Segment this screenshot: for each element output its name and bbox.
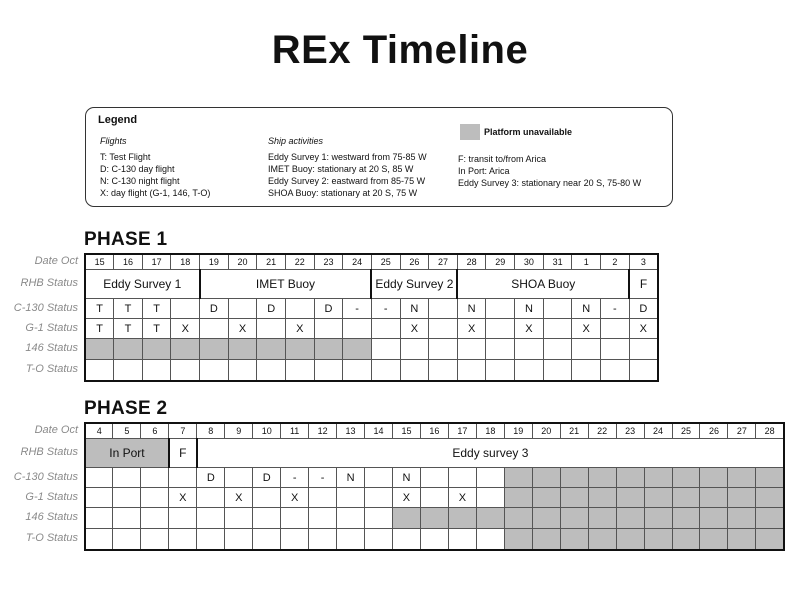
146-status-cell (142, 339, 171, 360)
date-cell: 16 (114, 254, 143, 270)
date-cell: 25 (672, 423, 700, 439)
date-cell: 30 (515, 254, 544, 270)
date-cell: 19 (504, 423, 532, 439)
c130-status-cell: - (601, 299, 630, 319)
g1-status-cell (700, 488, 728, 508)
c130-status-cell: N (392, 468, 420, 488)
rhb-row (85, 270, 658, 299)
legend-flight-item: X: day flight (G-1, 146, T-O) (100, 188, 211, 198)
row-label-146: 146 Status (25, 342, 78, 354)
date-cell: 27 (728, 423, 756, 439)
legend-flights (100, 136, 210, 199)
to-status-cell (400, 360, 429, 381)
date-cell: 2 (601, 254, 630, 270)
146-status-cell (309, 508, 337, 529)
g1-status-cell: X (629, 319, 658, 339)
g1-status-cell (486, 319, 515, 339)
row-label-146: 146 Status (25, 511, 78, 523)
to-status-cell (253, 529, 281, 550)
phase2-heading: PHASE 2 (84, 398, 168, 419)
g1-status-cell: X (169, 488, 197, 508)
g1-status-cell (644, 488, 672, 508)
g1-status-cell (728, 488, 756, 508)
legend-other (458, 153, 641, 189)
c130-status-cell (365, 468, 393, 488)
date-row (85, 254, 658, 270)
c130-row (85, 468, 784, 488)
date-cell: 21 (257, 254, 286, 270)
date-cell: 15 (392, 423, 420, 439)
date-cell: 11 (281, 423, 309, 439)
g1-status-cell (476, 488, 504, 508)
g1-status-cell (141, 488, 169, 508)
phase1-timeline-table (84, 253, 659, 382)
to-status-cell (142, 360, 171, 381)
146-status-cell (85, 508, 113, 529)
date-cell: 9 (225, 423, 253, 439)
date-cell: 22 (588, 423, 616, 439)
c130-status-cell (285, 299, 314, 319)
rhb-status-cell: IMET Buoy (200, 270, 372, 299)
g1-status-cell (504, 488, 532, 508)
146-status-cell (171, 339, 200, 360)
c130-status-cell (113, 468, 141, 488)
146-status-cell (601, 339, 630, 360)
to-status-cell (504, 529, 532, 550)
row-label-date: Date Oct (34, 255, 78, 267)
date-cell: 12 (309, 423, 337, 439)
to-status-cell (700, 529, 728, 550)
g1-status-cell (560, 488, 588, 508)
row-label-g1: G-1 Status (25, 491, 78, 503)
rhb-status-cell: F (629, 270, 658, 299)
to-status-cell (728, 529, 756, 550)
date-cell: 15 (85, 254, 114, 270)
legend-ship-item: Eddy Survey 2: eastward from 85-75 W (268, 176, 426, 186)
date-cell: 22 (285, 254, 314, 270)
date-cell: 31 (543, 254, 572, 270)
row-label-rhb: RHB Status (20, 277, 78, 289)
g1-status-cell: X (400, 319, 429, 339)
row-label-to: T-O Status (25, 363, 78, 375)
g1-status-cell: X (285, 319, 314, 339)
date-cell: 20 (532, 423, 560, 439)
g1-status-cell: T (85, 319, 114, 339)
to-status-cell (309, 529, 337, 550)
146-status-cell (228, 339, 257, 360)
c130-status-cell (169, 468, 197, 488)
146-status-cell (560, 508, 588, 529)
g1-status-cell: X (281, 488, 309, 508)
rhb-status-cell: Eddy survey 3 (197, 439, 784, 468)
c130-status-cell: T (114, 299, 143, 319)
rhb-status-cell: Eddy Survey 2 (371, 270, 457, 299)
g1-status-cell (257, 319, 286, 339)
legend-ship-heading: Ship activities (268, 136, 324, 146)
146-status-cell (486, 339, 515, 360)
to-status-cell (285, 360, 314, 381)
p146-row (85, 508, 784, 529)
date-cell: 21 (560, 423, 588, 439)
to-status-cell (629, 360, 658, 381)
row-label-g1: G-1 Status (25, 322, 78, 334)
146-status-cell (392, 508, 420, 529)
g1-status-cell: X (572, 319, 601, 339)
146-status-cell (257, 339, 286, 360)
to-status-cell (200, 360, 229, 381)
date-cell: 14 (365, 423, 393, 439)
to-status-cell (644, 529, 672, 550)
146-status-cell (700, 508, 728, 529)
c130-status-cell: N (515, 299, 544, 319)
date-cell: 23 (616, 423, 644, 439)
c130-status-cell: N (400, 299, 429, 319)
legend-flight-item: T: Test Flight (100, 152, 151, 162)
date-cell: 24 (343, 254, 372, 270)
to-status-cell (169, 529, 197, 550)
to-status-cell (85, 360, 114, 381)
unavailable-swatch (460, 124, 480, 140)
row-label-date: Date Oct (34, 424, 78, 436)
date-cell: 28 (756, 423, 784, 439)
g1-status-cell (543, 319, 572, 339)
146-status-cell (448, 508, 476, 529)
c130-status-cell (616, 468, 644, 488)
to-status-cell (171, 360, 200, 381)
to-status-cell (616, 529, 644, 550)
to-status-cell (225, 529, 253, 550)
g1-status-cell (314, 319, 343, 339)
146-status-cell (588, 508, 616, 529)
date-cell: 10 (253, 423, 281, 439)
date-cell: 18 (476, 423, 504, 439)
to-status-cell (314, 360, 343, 381)
c130-status-cell (588, 468, 616, 488)
146-status-cell (429, 339, 458, 360)
146-status-cell (85, 339, 114, 360)
g1-status-cell (756, 488, 784, 508)
rhb-status-cell: SHOA Buoy (457, 270, 629, 299)
legend-box (85, 107, 673, 207)
146-status-cell (343, 339, 372, 360)
g1-status-cell (337, 488, 365, 508)
date-cell: 27 (429, 254, 458, 270)
c130-status-cell (476, 468, 504, 488)
g1-row (85, 319, 658, 339)
146-status-cell (141, 508, 169, 529)
g1-status-cell (85, 488, 113, 508)
146-status-cell (314, 339, 343, 360)
date-row (85, 423, 784, 439)
to-status-cell (197, 529, 225, 550)
to-status-cell (371, 360, 400, 381)
legend-ship-item: IMET Buoy: stationary at 20 S, 85 W (268, 164, 414, 174)
146-status-cell (285, 339, 314, 360)
146-status-cell (169, 508, 197, 529)
c130-status-cell: - (281, 468, 309, 488)
legend-ship-item: SHOA Buoy: stationary at 20 S, 75 W (268, 188, 418, 198)
g1-status-cell (420, 488, 448, 508)
g1-status-cell: X (225, 488, 253, 508)
date-cell: 5 (113, 423, 141, 439)
c130-status-cell (225, 468, 253, 488)
146-status-cell (672, 508, 700, 529)
146-status-cell (476, 508, 504, 529)
rhb-status-cell: In Port (85, 439, 169, 468)
c130-status-cell: - (309, 468, 337, 488)
legend-ship (268, 136, 427, 199)
c130-status-cell: D (200, 299, 229, 319)
to-status-cell (420, 529, 448, 550)
to-status-cell (457, 360, 486, 381)
date-cell: 19 (200, 254, 229, 270)
g1-status-cell: T (142, 319, 171, 339)
g1-status-cell (429, 319, 458, 339)
to-row (85, 529, 784, 550)
146-status-cell (114, 339, 143, 360)
c130-status-cell (486, 299, 515, 319)
row-label-c130: C-130 Status (13, 302, 78, 314)
to-status-cell (337, 529, 365, 550)
c130-status-cell (560, 468, 588, 488)
to-row (85, 360, 658, 381)
date-cell: 28 (457, 254, 486, 270)
c130-status-cell: - (343, 299, 372, 319)
c130-status-cell (448, 468, 476, 488)
146-status-cell (532, 508, 560, 529)
c130-status-cell (228, 299, 257, 319)
date-cell: 4 (85, 423, 113, 439)
g1-status-cell (588, 488, 616, 508)
to-status-cell (756, 529, 784, 550)
g1-status-cell (309, 488, 337, 508)
page-title: REx Timeline (271, 28, 529, 72)
date-cell: 7 (169, 423, 197, 439)
rhb-status-cell: Eddy Survey 1 (85, 270, 200, 299)
date-cell: 6 (141, 423, 169, 439)
c130-status-cell: N (572, 299, 601, 319)
date-cell: 26 (700, 423, 728, 439)
legend-flight-item: D: C-130 day flight (100, 164, 175, 174)
146-status-cell (644, 508, 672, 529)
146-status-cell (197, 508, 225, 529)
c130-status-cell (700, 468, 728, 488)
c130-status-cell: D (629, 299, 658, 319)
to-status-cell (85, 529, 113, 550)
c130-status-cell (532, 468, 560, 488)
146-status-cell (113, 508, 141, 529)
g1-status-cell: X (448, 488, 476, 508)
date-cell: 8 (197, 423, 225, 439)
146-status-cell (756, 508, 784, 529)
146-status-cell (728, 508, 756, 529)
c130-row (85, 299, 658, 319)
c130-status-cell (429, 299, 458, 319)
g1-status-cell (113, 488, 141, 508)
146-status-cell (504, 508, 532, 529)
to-status-cell (532, 529, 560, 550)
146-status-cell (253, 508, 281, 529)
date-cell: 26 (400, 254, 429, 270)
c130-status-cell: D (314, 299, 343, 319)
rhb-row (85, 439, 784, 468)
g1-status-cell: X (228, 319, 257, 339)
146-status-cell (365, 508, 393, 529)
to-status-cell (672, 529, 700, 550)
to-status-cell (486, 360, 515, 381)
g1-status-cell: X (515, 319, 544, 339)
g1-status-cell: X (457, 319, 486, 339)
g1-status-cell (371, 319, 400, 339)
c130-status-cell: D (253, 468, 281, 488)
c130-status-cell (85, 468, 113, 488)
to-status-cell (572, 360, 601, 381)
c130-status-cell (728, 468, 756, 488)
to-status-cell (429, 360, 458, 381)
date-cell: 29 (486, 254, 515, 270)
to-status-cell (560, 529, 588, 550)
date-cell: 1 (572, 254, 601, 270)
to-status-cell (476, 529, 504, 550)
rhb-status-cell: F (169, 439, 197, 468)
p146-row (85, 339, 658, 360)
c130-status-cell: T (85, 299, 114, 319)
date-cell: 25 (371, 254, 400, 270)
g1-status-cell (616, 488, 644, 508)
date-cell: 23 (314, 254, 343, 270)
date-cell: 24 (644, 423, 672, 439)
c130-status-cell (672, 468, 700, 488)
g1-status-cell (532, 488, 560, 508)
legend-flight-item: N: C-130 night flight (100, 176, 180, 186)
c130-status-cell (543, 299, 572, 319)
146-status-cell (225, 508, 253, 529)
to-status-cell (141, 529, 169, 550)
row-label-c130: C-130 Status (13, 471, 78, 483)
146-status-cell (281, 508, 309, 529)
146-status-cell (420, 508, 448, 529)
to-status-cell (448, 529, 476, 550)
to-status-cell (228, 360, 257, 381)
to-status-cell (365, 529, 393, 550)
to-status-cell (114, 360, 143, 381)
146-status-cell (629, 339, 658, 360)
g1-status-cell (365, 488, 393, 508)
date-cell: 17 (448, 423, 476, 439)
legend-unavailable-label: Platform unavailable (484, 127, 573, 137)
g1-status-cell (672, 488, 700, 508)
g1-status-cell (253, 488, 281, 508)
to-status-cell (588, 529, 616, 550)
g1-status-cell (601, 319, 630, 339)
date-cell: 20 (228, 254, 257, 270)
to-status-cell (543, 360, 572, 381)
legend-other-item: In Port: Arica (458, 166, 510, 176)
legend-other-item: F: transit to/from Arica (458, 154, 547, 164)
c130-status-cell: N (457, 299, 486, 319)
146-status-cell (515, 339, 544, 360)
146-status-cell (457, 339, 486, 360)
146-status-cell (543, 339, 572, 360)
to-status-cell (601, 360, 630, 381)
to-status-cell (281, 529, 309, 550)
146-status-cell (200, 339, 229, 360)
g1-status-cell: X (171, 319, 200, 339)
c130-status-cell: D (197, 468, 225, 488)
146-status-cell (572, 339, 601, 360)
c130-status-cell (756, 468, 784, 488)
c130-status-cell (504, 468, 532, 488)
146-status-cell (337, 508, 365, 529)
g1-row (85, 488, 784, 508)
g1-status-cell (343, 319, 372, 339)
date-cell: 17 (142, 254, 171, 270)
g1-status-cell (197, 488, 225, 508)
legend-flights-heading: Flights (100, 136, 127, 146)
c130-status-cell: T (142, 299, 171, 319)
c130-status-cell (141, 468, 169, 488)
legend-other-item: Eddy Survey 3: stationary near 20 S, 75-80 W (458, 178, 642, 188)
146-status-cell (400, 339, 429, 360)
c130-status-cell (171, 299, 200, 319)
to-status-cell (113, 529, 141, 550)
to-status-cell (392, 529, 420, 550)
c130-status-cell: N (337, 468, 365, 488)
date-cell: 3 (629, 254, 658, 270)
phase2-timeline-table (84, 422, 785, 551)
g1-status-cell: T (114, 319, 143, 339)
146-status-cell (371, 339, 400, 360)
c130-status-cell (644, 468, 672, 488)
g1-status-cell (200, 319, 229, 339)
146-status-cell (616, 508, 644, 529)
g1-status-cell: X (392, 488, 420, 508)
to-status-cell (515, 360, 544, 381)
date-cell: 16 (420, 423, 448, 439)
legend-ship-item: Eddy Survey 1: westward from 75-85 W (268, 152, 427, 162)
legend-title: Legend (98, 114, 138, 126)
c130-status-cell (420, 468, 448, 488)
to-status-cell (343, 360, 372, 381)
phase1-heading: PHASE 1 (84, 229, 168, 250)
c130-status-cell: - (371, 299, 400, 319)
to-status-cell (257, 360, 286, 381)
c130-status-cell: D (257, 299, 286, 319)
date-cell: 13 (337, 423, 365, 439)
date-cell: 18 (171, 254, 200, 270)
row-label-to: T-O Status (25, 532, 78, 544)
row-label-rhb: RHB Status (20, 446, 78, 458)
